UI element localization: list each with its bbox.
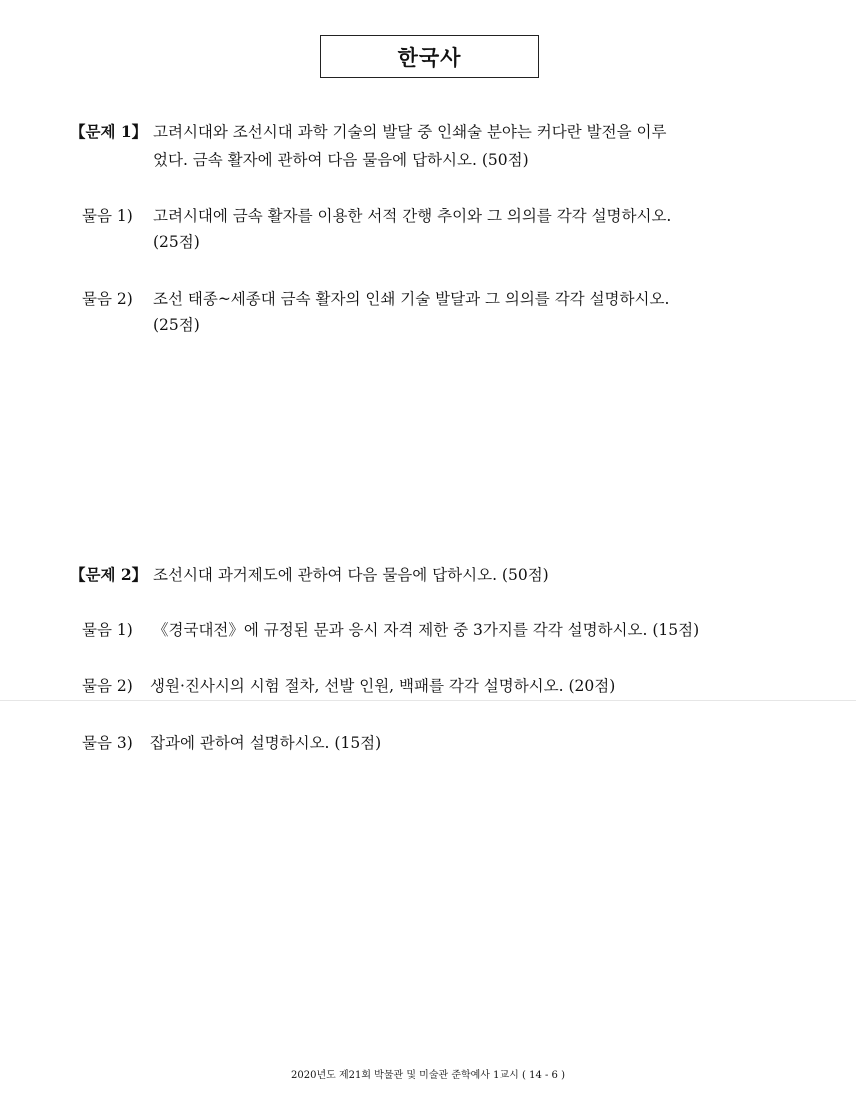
problem-2-question-3-label: 물음 3) (82, 734, 133, 752)
problem-1-text-line-1-content: 고려시대와 조선시대 과학 기술의 발달 중 인쇄술 분야는 커다란 발전을 이루 (153, 123, 667, 141)
problem-1-question-1-text: 고려시대에 금속 활자를 이용한 서적 간행 추이와 그 의의를 각각 설명하시오. (153, 207, 672, 225)
problem-1-text-line-2: 었다. 금속 활자에 관하여 다음 물음에 답하시오. (50점) (153, 151, 529, 169)
problem-1-question-2-points: (25점) (153, 316, 200, 334)
problem-1-text-line-1 (153, 122, 798, 142)
problem-1-question-1-points: (25점) (153, 233, 200, 251)
problem-2-question-2-text: 생원·진사시의 시험 절차, 선발 인원, 백패를 각각 설명하시오. (20점) (150, 677, 616, 695)
scan-fold-line (0, 700, 856, 701)
problem-1-question-2-label: 물음 2) (82, 290, 133, 308)
problem-1-label: 【문제 1】 (70, 122, 148, 141)
problem-2-text: 조선시대 과거제도에 관하여 다음 물음에 답하시오. (50점) (153, 566, 549, 584)
problem-2-question-1-text: 《경국대전》에 규정된 문과 응시 자격 제한 중 3가지를 각각 설명하시오. (15점) (153, 621, 700, 639)
problem-2-question-2-label: 물음 2) (82, 677, 133, 695)
problem-1-question-1-label: 물음 1) (82, 207, 133, 225)
page-footer: 2020년도 제21회 박물관 및 미술관 준학예사 1교시 ( 14 - 6 ) (291, 1070, 565, 1081)
problem-2-question-3-text: 잡과에 관하여 설명하시오. (15점) (150, 734, 382, 752)
problem-2-question-1-label: 물음 1) (82, 621, 133, 639)
problem-2-label: 【문제 2】 (70, 565, 148, 584)
page-title: 한국사 (320, 35, 539, 78)
problem-1-question-2-text: 조선 태종~세종대 금속 활자의 인쇄 기술 발달과 그 의의를 각각 설명하시오. (153, 290, 670, 308)
